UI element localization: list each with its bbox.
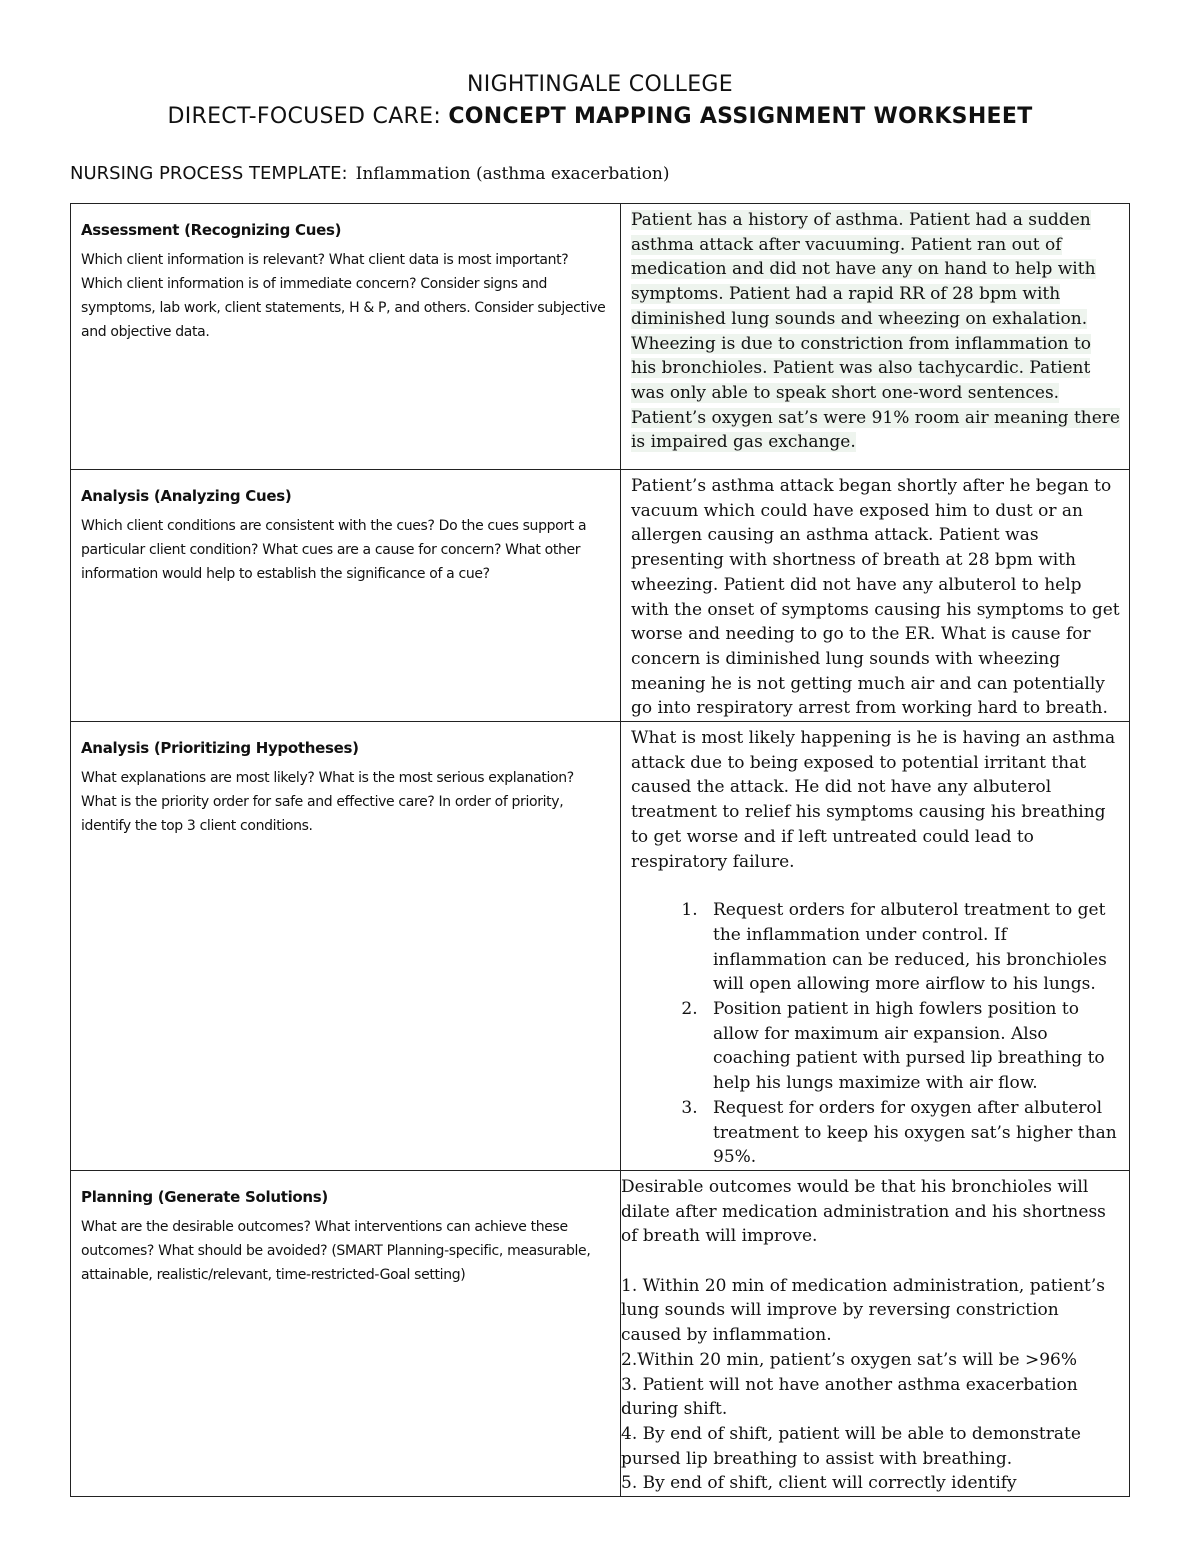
assessment-question: Which client information is relevant? What client data is most important? Which client information is of immediate concern? Consider signs and symptoms, lab work, client statements, H & P, and others. Consider subjective and objective data. (81, 252, 606, 340)
worksheet-title-bold: CONCEPT MAPPING ASSIGNMENT WORKSHEET (448, 104, 1033, 129)
goal-item: 1. Within 20 min of medication administration, patient’s lung sounds will improve by reversing constriction caused by inflammation. (621, 1275, 1105, 1346)
row-analyzing-cues (71, 470, 1130, 722)
analyzing-title: Analysis (Analyzing Cues) (81, 487, 292, 505)
priority-item: 3. Request for orders for oxygen after albuterol treatment to keep his oxygen sat’s higher than 95%. (703, 1096, 1121, 1170)
assessment-title: Assessment (Recognizing Cues) (81, 221, 342, 239)
planning-prompt-cell (71, 1170, 621, 1496)
template-topic: Inflammation (asthma exacerbation) (355, 164, 670, 184)
template-label: NURSING PROCESS TEMPLATE: (70, 163, 348, 184)
worksheet-title (0, 100, 1200, 134)
planning-question: What are the desirable outcomes? What interventions can achieve these outcomes? What should be avoided? (SMART Planning-specific, measurable, attainable, realistic/relevant, time-restricted-Goal setting) (81, 1218, 591, 1283)
assessment-answer: Patient has a history of asthma. Patient had a sudden asthma attack after vacuuming. Patient ran out of medication and did not have any on hand to help with symptoms. Patient had a rapid RR of 28 bpm with diminished lung sounds and wheezing on exhalation. Wheezing is due to constriction from inflammation to his bronchioles. Patient was also tachycardic. Patient was only able to speak short one-word sentences. Patient’s oxygen sat’s were 91% room air meaning there is impaired gas exchange. (631, 210, 1120, 453)
prioritizing-title: Analysis (Prioritizing Hypotheses) (81, 739, 359, 758)
analyzing-question: Which client conditions are consistent with the cues? Do the cues support a particular client condition? What cues are a cause for concern? What other information would help to establish the significance of a cue? (81, 518, 587, 582)
document-header (0, 70, 1200, 134)
planning-answer-cell (621, 1170, 1130, 1496)
priority-item: 1. Request orders for albuterol treatment to get the inflammation under control. If inflammation can be reduced, his bronchioles will open allowing more airflow to his lungs. (703, 898, 1121, 997)
worksheet-title-prefix: DIRECT-FOCUSED CARE: (167, 104, 449, 129)
prioritizing-answer: What is most likely happening is he is having an asthma attack due to being exposed to potential irritant that caused the attack. He did not have any albuterol treatment to relief his symptoms causing his breathing to get worse and if left untreated could lead to respiratory failure. (631, 728, 1116, 872)
analyzing-answer: Patient’s asthma attack began shortly after he began to vacuum which could have exposed him to dust or an allergen causing an asthma attack. Patient was presenting with shortness of breath at 28 bpm with wheezing. Patient did not have any albuterol to help with the onset of symptoms causing his symptoms to get worse and needing to go to the ER. What is cause for concern is diminished lung sounds with wheezing meaning he is not getting much air and can potentially go into respiratory arrest from working hard to breath. (631, 476, 1120, 719)
planning-title: Planning (Generate Solutions) (81, 1187, 328, 1206)
prioritizing-prompt-cell (71, 722, 621, 1171)
goal-item: 2.Within 20 min, patient’s oxygen sat’s will be >96% (621, 1349, 1077, 1370)
row-assessment (71, 204, 1130, 470)
goal-item: 4. By end of shift, patient will be able to demonstrate pursed lip breathing to assist with breathing. (621, 1424, 1081, 1469)
row-prioritizing (71, 722, 1130, 1171)
template-line (70, 163, 670, 184)
analyzing-prompt-cell (71, 470, 621, 722)
spacer (621, 1249, 1121, 1274)
priority-item: 2. Position patient in high fowlers position to allow for maximum air expansion. Also coaching patient with pursed lip breathing to help his lungs maximize with air flow. (703, 997, 1121, 1096)
college-name: NIGHTINGALE COLLEGE (467, 72, 733, 97)
assessment-prompt-cell (71, 204, 621, 470)
worksheet-table (70, 203, 1130, 1497)
assessment-answer-cell (621, 204, 1130, 470)
row-planning (71, 1170, 1130, 1496)
prioritizing-answer-cell (621, 722, 1130, 1171)
planning-answer: Desirable outcomes would be that his bronchioles will dilate after medication administration and his shortness of breath will improve. (621, 1176, 1106, 1247)
goal-item: 5. By end of shift, client will correctly identify (621, 1473, 1017, 1494)
priority-list (631, 898, 1121, 1170)
analyzing-answer-cell (621, 470, 1130, 722)
goal-item: 3. Patient will not have another asthma exacerbation during shift. (621, 1374, 1078, 1420)
prioritizing-question: What explanations are most likely? What is the most serious explanation? What is the priority order for safe and effective care? In order of priority, identify the top 3 client conditions. (81, 770, 574, 835)
